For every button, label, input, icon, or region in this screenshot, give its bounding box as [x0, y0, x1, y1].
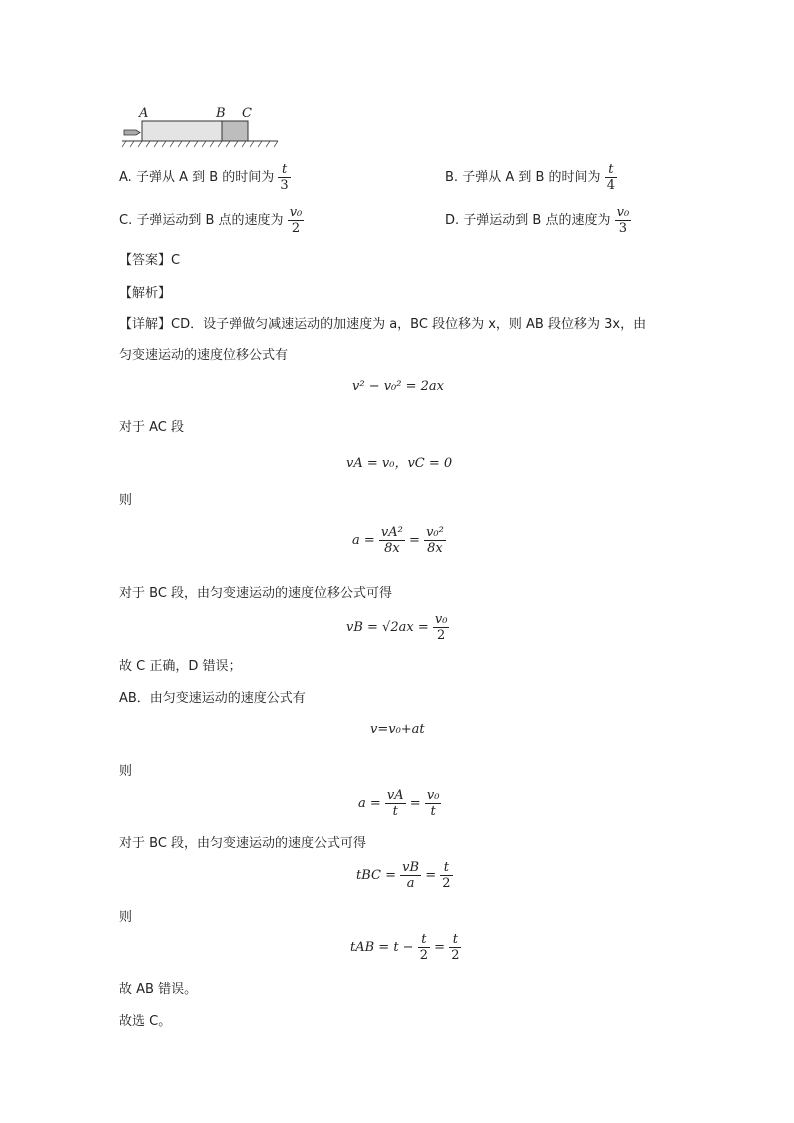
- for-bc-text-2: 对于 BC 段，由匀变速运动的速度公式可得: [119, 836, 367, 851]
- option-c-letter: C.: [119, 213, 133, 228]
- detail-line-1: 【详解】CD．设子弹做匀减速运动的加速度为 a，BC 段位移为 x，则 AB 段位移为 3x，由: [119, 317, 647, 332]
- option-a-text: 子弹从 A 到 B 的时间为: [135, 170, 275, 185]
- option-d-fraction: $\frac{\text{v₀}}{3}$: [616, 205, 630, 236]
- answer-line: 【答案】C: [119, 253, 181, 268]
- equation-1: v² − v₀² = 2ax: [352, 379, 444, 394]
- option-c: [119, 205, 304, 236]
- ab-line: AB．由匀变速运动的速度公式有: [119, 691, 306, 706]
- analysis-heading: 【解析】: [119, 286, 172, 301]
- bullet-block-diagram: [118, 100, 288, 150]
- option-a-fraction: $\frac{t}{3}$: [280, 162, 289, 193]
- detail-line-2: 匀变速运动的速度位移公式有: [119, 348, 289, 363]
- block-ab: [142, 121, 222, 141]
- then-text-2: 则: [119, 764, 133, 779]
- option-c-fraction: $\frac{\text{v₀}}{2}$: [289, 205, 303, 236]
- then-text-3: 则: [119, 910, 133, 925]
- ground-hatch: [122, 141, 278, 147]
- then-text-1: 则: [119, 493, 133, 508]
- for-bc-text-1: 对于 BC 段，由匀变速运动的速度位移公式可得: [119, 586, 393, 601]
- option-d: [445, 205, 631, 236]
- equation-2: vA = v₀，vC = 0: [346, 456, 453, 471]
- equation-8: tAB = t − $\frac{t}{2}$ = $\frac{t}{2}$: [350, 932, 460, 963]
- equation-7: tBC = $\frac{vB}{a}$ = $\frac{t}{2}$: [356, 860, 451, 891]
- label-a: A: [139, 106, 149, 121]
- label-b: B: [216, 106, 226, 121]
- conclude-cd: 故 C 正确，D 错误；: [119, 659, 242, 674]
- option-b: [445, 162, 617, 193]
- option-a: [119, 162, 291, 193]
- option-a-letter: A.: [119, 170, 132, 185]
- equation-3: a = $\frac{\text{vA²}}{8x}$ = $\frac{\text{v₀²}}{8x}$: [352, 525, 444, 556]
- equation-4: vB = √2ax = $\frac{\text{v₀}}{2}$: [346, 612, 448, 643]
- option-c-text: 子弹运动到 B 点的速度为: [136, 213, 284, 228]
- option-d-text: 子弹运动到 B 点的速度为: [463, 213, 611, 228]
- option-b-text: 子弹从 A 到 B 的时间为: [462, 170, 601, 185]
- equation-5: v=v₀+at: [370, 722, 425, 737]
- conclude-ab: 故 AB 错误。: [119, 982, 198, 997]
- final-answer: 故选 C。: [119, 1014, 172, 1029]
- for-ac-text: 对于 AC 段: [119, 420, 185, 435]
- option-d-letter: D.: [445, 213, 460, 228]
- bullet-icon: [124, 130, 140, 135]
- label-c: C: [242, 106, 252, 121]
- option-b-fraction: $\frac{t}{4}$: [606, 162, 615, 193]
- option-b-letter: B.: [445, 170, 459, 185]
- block-bc: [222, 121, 248, 141]
- equation-6: a = $\frac{vA}{t}$ = $\frac{\text{v₀}}{t}$: [358, 788, 440, 819]
